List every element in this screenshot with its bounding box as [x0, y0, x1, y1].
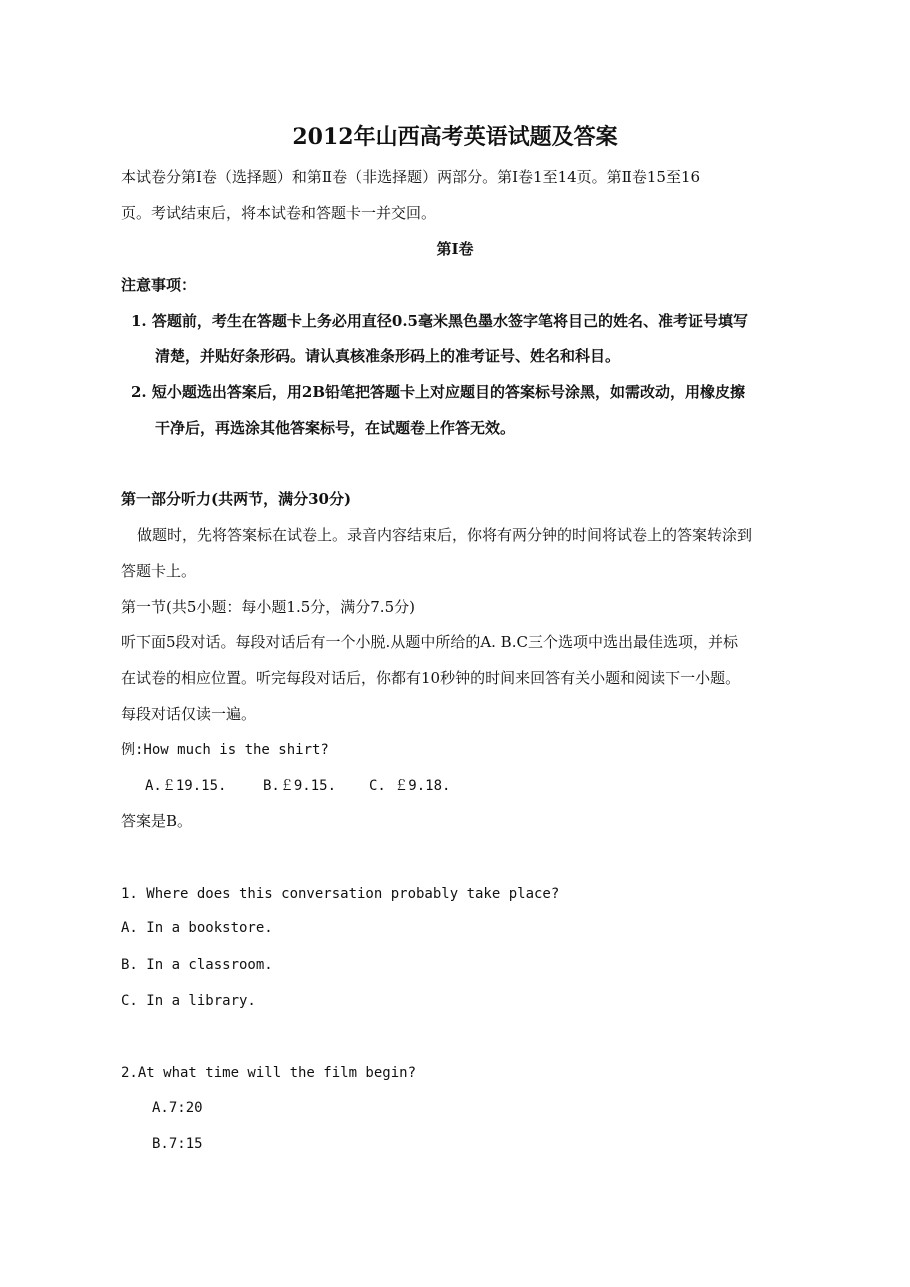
example-option-a: A.￡19.15.: [145, 778, 227, 794]
example-question: 例:How much is the shirt?: [121, 742, 329, 758]
notice-2-line-1: 2. 短小题选出答案后，用2B铅笔把答题卡上对应题目的答案标号涂黑，如需改动，用橡皮擦: [131, 383, 746, 401]
notice-2-line-2: 干净后，再选涂其他答案标号，在试题卷上作答无效。: [155, 419, 516, 437]
question-2-option-b: B.7:15: [152, 1136, 203, 1152]
part1-heading: 第一部分听力(共两节，满分30分): [121, 490, 352, 508]
question-2: 2.At what time will the film begin?: [121, 1065, 417, 1081]
notice-1-line-2: 清楚，并贴好条形码。请认真核准条形码上的准考证号、姓名和科目。: [155, 347, 621, 365]
question-2-option-a: A.7:20: [152, 1100, 203, 1116]
part1-instruction-line-1: 做题时，先将答案标在试卷上。录音内容结束后，你将有两分钟的时间将试卷上的答案转涂到: [137, 526, 753, 544]
example-answer: 答案是B。: [121, 812, 193, 830]
question-1-option-b: B. In a classroom.: [121, 957, 273, 973]
notice-heading: 注意事项：: [121, 276, 197, 294]
section1-line-3: 每段对话仅读一遍。: [121, 705, 257, 723]
question-1: 1. Where does this conversation probably take place?: [121, 886, 560, 902]
document-title: 2012年山西高考英语试题及答案: [292, 124, 618, 150]
question-1-option-a: A. In a bookstore.: [121, 920, 273, 936]
section1-heading: 第一节(共5小题：每小题1.5分，满分7.5分): [121, 598, 415, 616]
part1-instruction-line-2: 答题卡上。: [121, 562, 197, 580]
notice-1-line-1: 1. 答题前，考生在答题卡上务必用直径0.5毫米黑色墨水签字笔将目己的姓名、准考证号填写: [131, 312, 748, 330]
example-option-c: C. ￡9.18.: [369, 778, 451, 794]
intro-line-1: 本试卷分第Ⅰ卷（选择题）和第Ⅱ卷（非选择题）两部分。第Ⅰ卷1至14页。第Ⅱ卷15至16: [121, 168, 701, 186]
section1-line-2: 在试卷的相应位置。听完每段对话后，你都有10秒钟的时间来回答有关小题和阅读下一小题。: [121, 669, 741, 687]
section1-line-1: 听下面5段对话。每段对话后有一个小脱.从题中所给的A. B.C三个选项中选出最佳选项，并标: [121, 633, 738, 651]
example-option-b: B.￡9.15.: [263, 778, 337, 794]
question-1-option-c: C. In a library.: [121, 993, 256, 1009]
intro-line-2: 页。考试结束后，将本试卷和答题卡一并交回。: [121, 204, 437, 222]
volume-heading: 第Ⅰ卷: [436, 240, 474, 258]
